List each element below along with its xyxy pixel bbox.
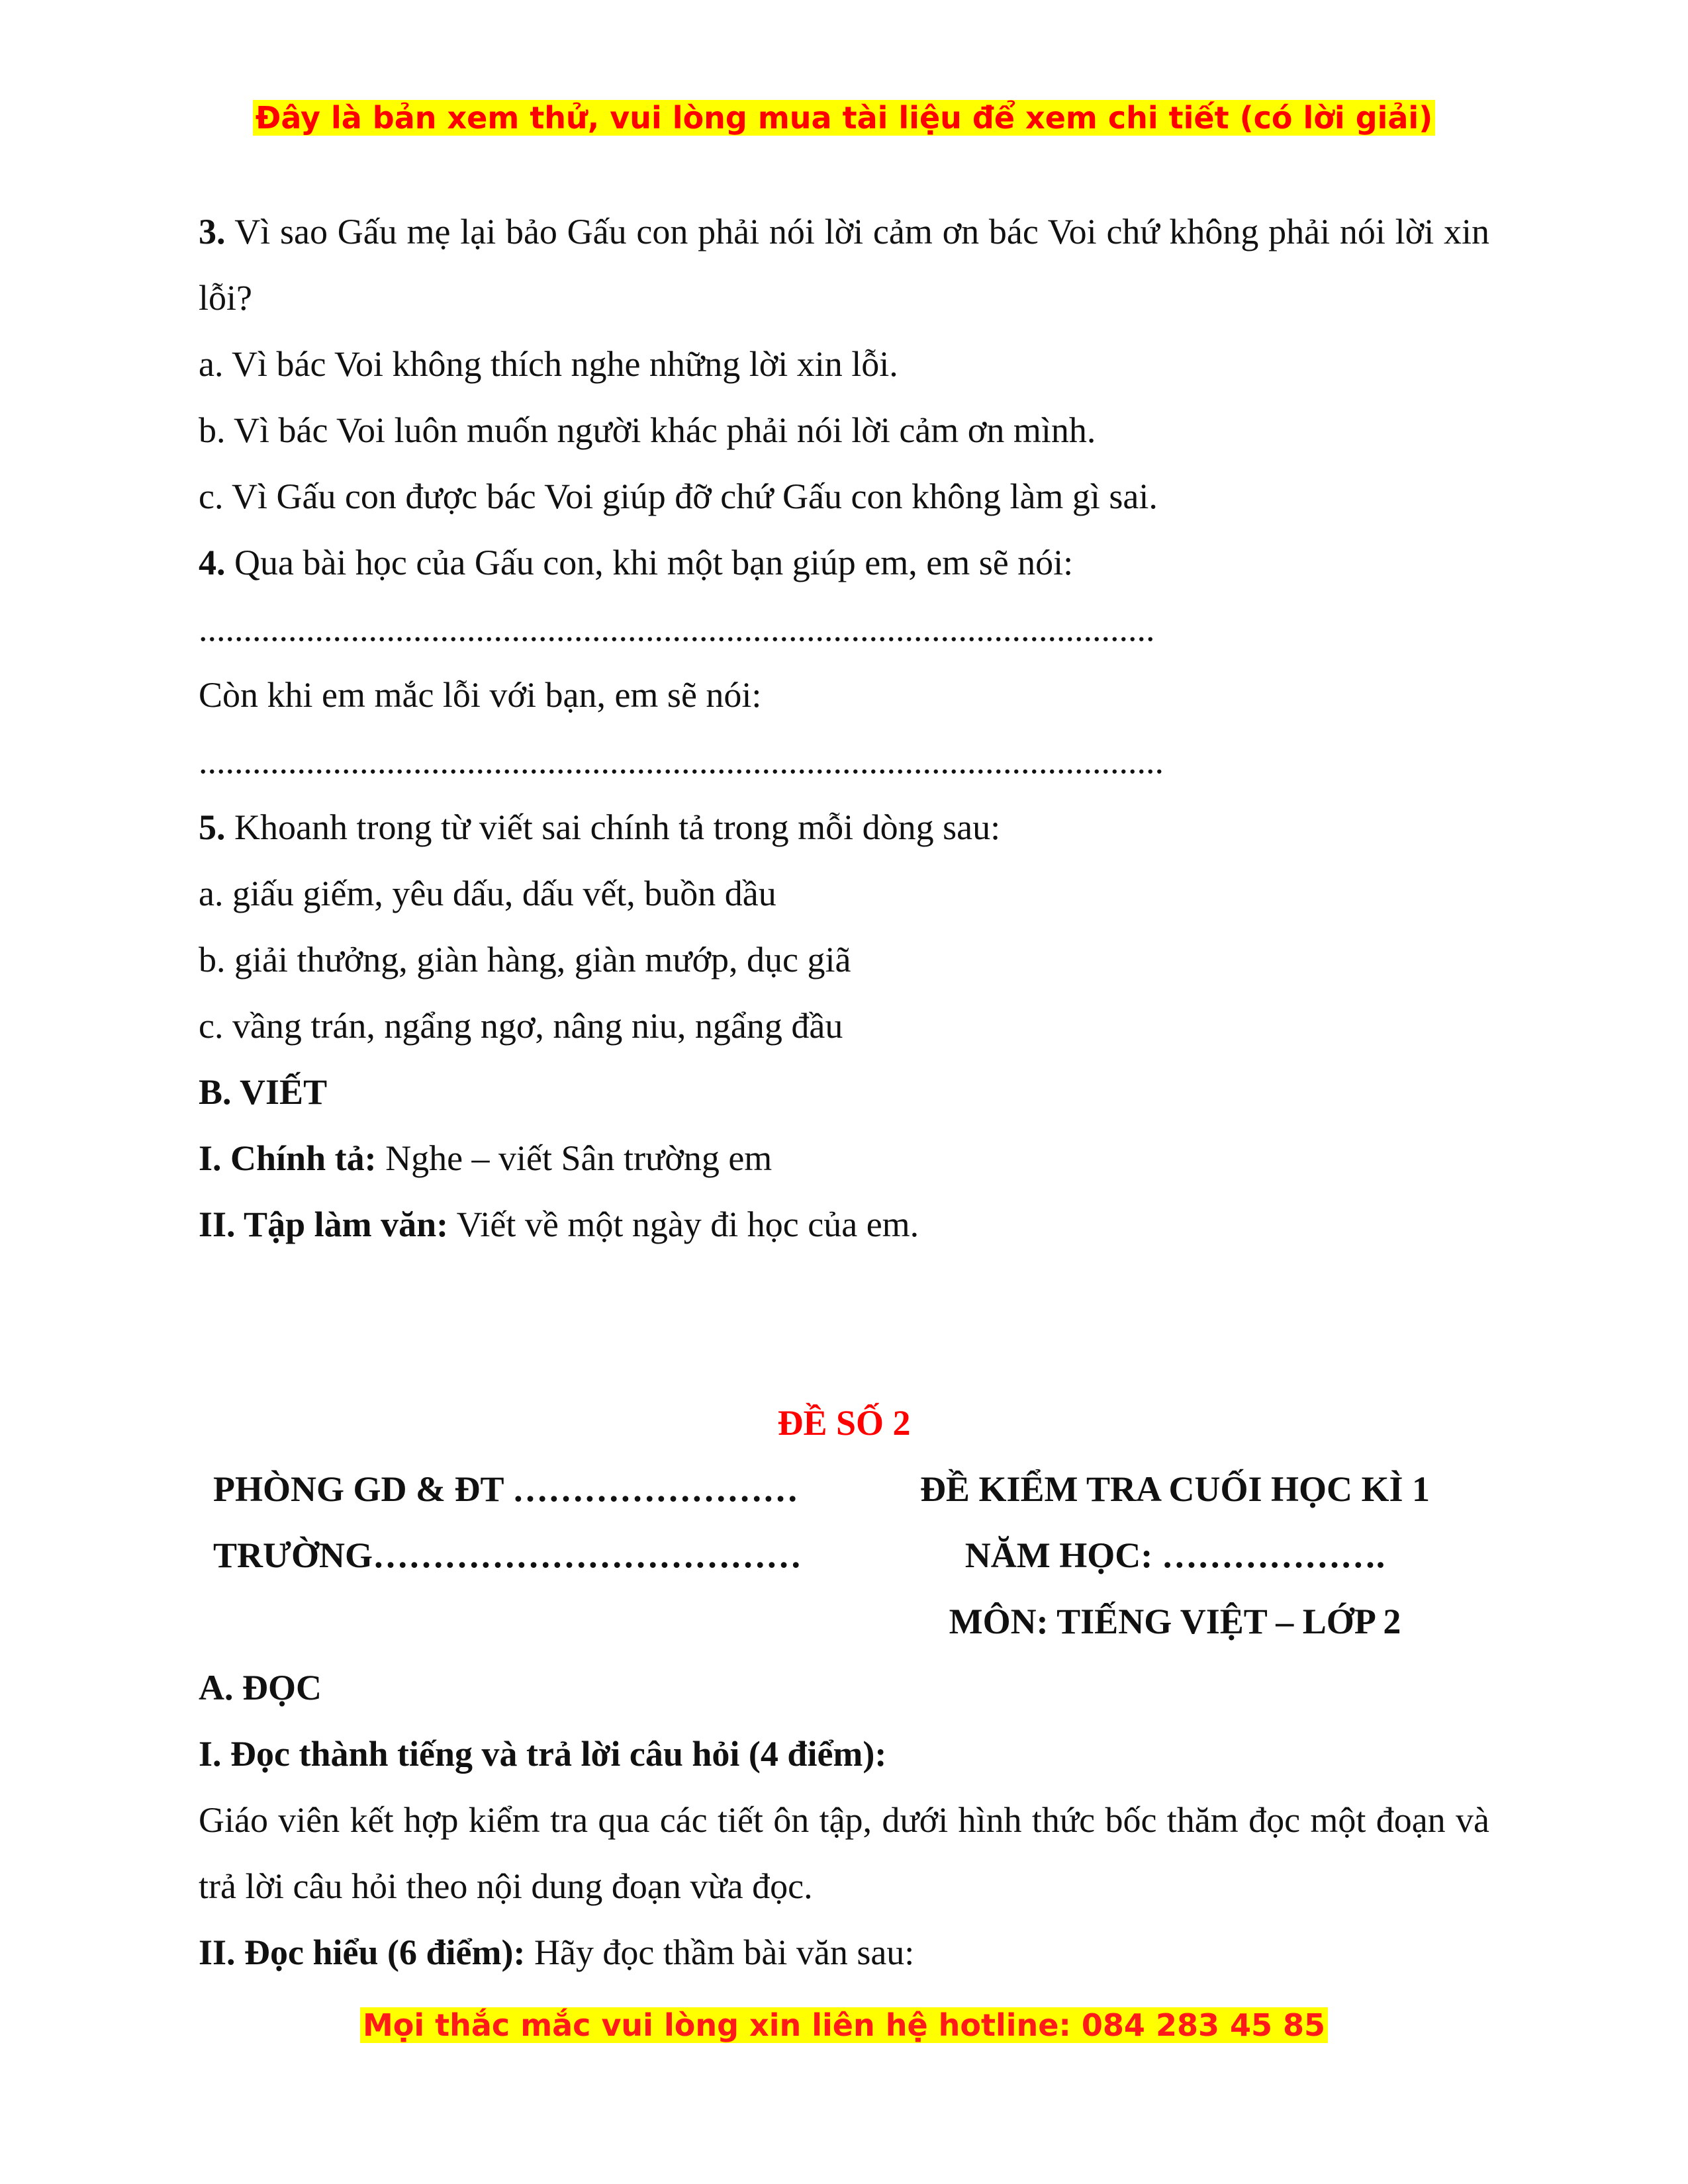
- question-5-line-c: c. vầng trán, ngẩng ngơ, nâng niu, ngẩng đầu: [199, 1006, 843, 1046]
- question-3-text: Vì sao Gấu mẹ lại bảo Gấu con phải nói lời cảm ơn bác Voi chứ không phải nói lời xin lỗi?: [199, 212, 1489, 318]
- section-a-item-2-label: II. Đọc hiểu (6 điểm):: [199, 1933, 526, 1972]
- question-4-text: Qua bài học của Gấu con, khi một bạn giúp em, em sẽ nói:: [225, 543, 1074, 582]
- question-3: [199, 199, 1489, 331]
- section-b-item-2: [199, 1191, 1489, 1257]
- question-4-number: 4.: [199, 543, 226, 582]
- question-5-number: 5.: [199, 807, 226, 847]
- question-3-option-b: b. Vì bác Voi luôn muốn người khác phải nói lời cảm ơn mình.: [199, 410, 1096, 450]
- department-field: PHÒNG GD & ĐT ……………………: [213, 1469, 799, 1509]
- exam-header-row-1: [199, 1456, 1489, 1522]
- question-5: [199, 794, 1489, 860]
- section-b-item-1-label: I. Chính tả:: [199, 1138, 377, 1178]
- question-3-option-c: c. Vì Gấu con được bác Voi giúp đỡ chứ Gấu con không làm gì sai.: [199, 477, 1158, 516]
- question-3-number: 3.: [199, 212, 226, 251]
- section-b-item-1: [199, 1125, 1489, 1191]
- question-5-line-a: a. giấu giếm, yêu dấu, dấu vết, buồn dầu: [199, 874, 776, 913]
- question-3-option-a: a. Vì bác Voi không thích nghe những lời xin lỗi.: [199, 344, 898, 384]
- question-5-line-b: b. giải thưởng, giàn hàng, giàn mướp, dục giã: [199, 940, 851, 979]
- exam-name: ĐỀ KIỂM TRA CUỐI HỌC KÌ 1: [919, 1469, 1430, 1509]
- header-empty-cell: [199, 1588, 861, 1655]
- preview-banner: [0, 98, 1688, 138]
- school-field: TRƯỜNG………………………………: [213, 1535, 802, 1575]
- question-4-followup: Còn khi em mắc lỗi với bạn, em sẽ nói:: [199, 675, 762, 715]
- section-a-item-1-title: I. Đọc thành tiếng và trả lời câu hỏi (4 điểm):: [199, 1734, 887, 1774]
- section-a-item-2: [199, 1919, 1489, 1985]
- question-4: [199, 529, 1489, 596]
- hotline-banner: [0, 2005, 1688, 2045]
- exam-title: ĐỀ SỐ 2: [777, 1403, 911, 1443]
- document-body: [199, 199, 1489, 1985]
- question-5-text: Khoanh trong từ viết sai chính tả trong mỗi dòng sau:: [225, 807, 1001, 847]
- subject-field: MÔN: TIẾNG VIỆT – LỚP 2: [949, 1602, 1401, 1641]
- section-b-item-1-text: Nghe – viết Sân trường em: [376, 1138, 773, 1178]
- section-spacer: [199, 1257, 1489, 1390]
- preview-banner-text: Đây là bản xem thử, vui lòng mua tài liệu để xem chi tiết (có lời giải): [253, 100, 1435, 136]
- exam-header-row-3: [199, 1588, 1489, 1655]
- section-a-title: A. ĐỌC: [199, 1668, 322, 1707]
- hotline-banner-text: Mọi thắc mắc vui lòng xin liên hệ hotline: 084 283 45 85: [360, 2007, 1328, 2043]
- section-b-title: B. VIẾT: [199, 1072, 328, 1112]
- section-a-item-2-text: Hãy đọc thầm bài văn sau:: [525, 1933, 915, 1972]
- section-b-item-2-label: II. Tập làm văn:: [199, 1205, 449, 1244]
- exam-header-row-2: [199, 1522, 1489, 1588]
- section-a-item-1-text: Giáo viên kết hợp kiểm tra qua các tiết ôn tập, dưới hình thức bốc thăm đọc một đoạn và trả lời câu hỏi theo nội dung đoạn vừa đọc.: [199, 1800, 1489, 1906]
- answer-line-2: ............................................................................................................: [199, 741, 1164, 781]
- school-year-field: NĂM HỌC: ……………….: [964, 1535, 1385, 1575]
- answer-line-1: ...........................................................................................................: [199, 609, 1155, 649]
- section-b-item-2-text: Viết về một ngày đi học của em.: [448, 1205, 919, 1244]
